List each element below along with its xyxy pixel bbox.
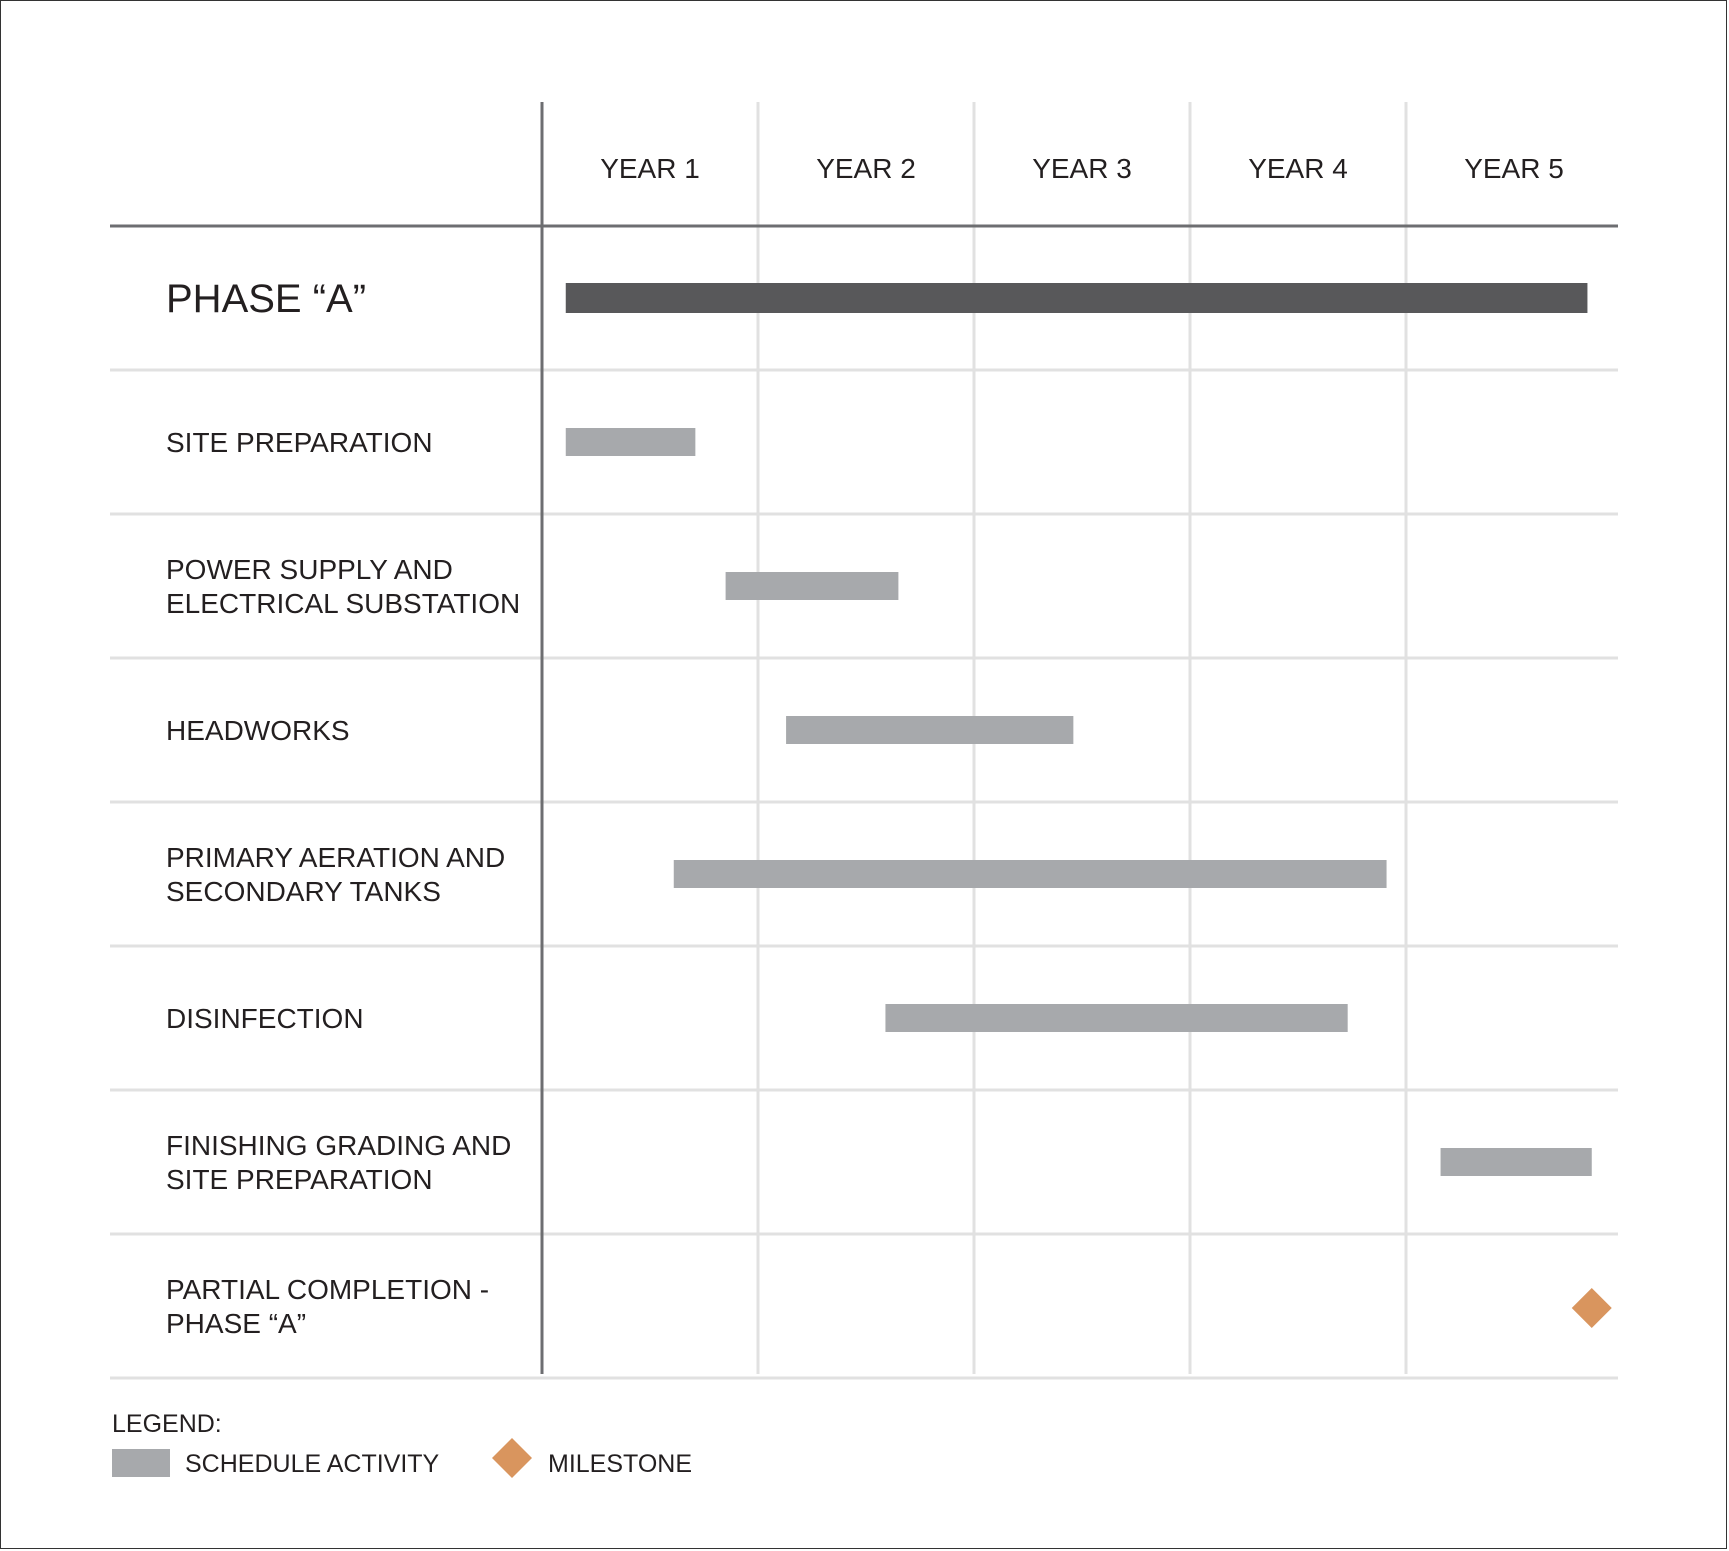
activity-label: FINISHING GRADING AND (166, 1130, 512, 1161)
activity-label: HEADWORKS (166, 715, 350, 746)
activity-bar (786, 716, 1073, 744)
activity-label: PRIMARY AERATION AND (166, 842, 506, 873)
activity-bar (1441, 1148, 1592, 1176)
activity-label: PHASE “A” (166, 1308, 307, 1339)
activity-bar (566, 428, 696, 456)
activity-bar (726, 572, 899, 600)
activity-label: SECONDARY TANKS (166, 876, 441, 907)
year-header: YEAR 3 (1032, 153, 1132, 184)
activity-bar (674, 860, 1387, 888)
activity-bar (885, 1004, 1347, 1032)
legend-milestone-label: MILESTONE (548, 1450, 693, 1478)
legend-activity-label: SCHEDULE ACTIVITY (185, 1450, 440, 1478)
legend-title: LEGEND: (112, 1410, 222, 1438)
activity-label: SITE PREPARATION (166, 1164, 433, 1195)
phase-bar (566, 283, 1588, 313)
activity-label: POWER SUPPLY AND (166, 554, 453, 585)
year-header: YEAR 1 (600, 153, 700, 184)
activity-label: PARTIAL COMPLETION - (166, 1274, 490, 1305)
activity-label: DISINFECTION (166, 1003, 364, 1034)
milestone-marker (1572, 1288, 1612, 1328)
activity-label: SITE PREPARATION (166, 427, 433, 458)
year-header: YEAR 5 (1464, 153, 1564, 184)
year-header: YEAR 4 (1248, 153, 1348, 184)
legend-milestone-swatch (492, 1438, 532, 1478)
phase-label: PHASE “A” (166, 277, 367, 321)
legend-activity-swatch (112, 1449, 170, 1477)
activity-label: ELECTRICAL SUBSTATION (166, 588, 521, 619)
year-header: YEAR 2 (816, 153, 916, 184)
